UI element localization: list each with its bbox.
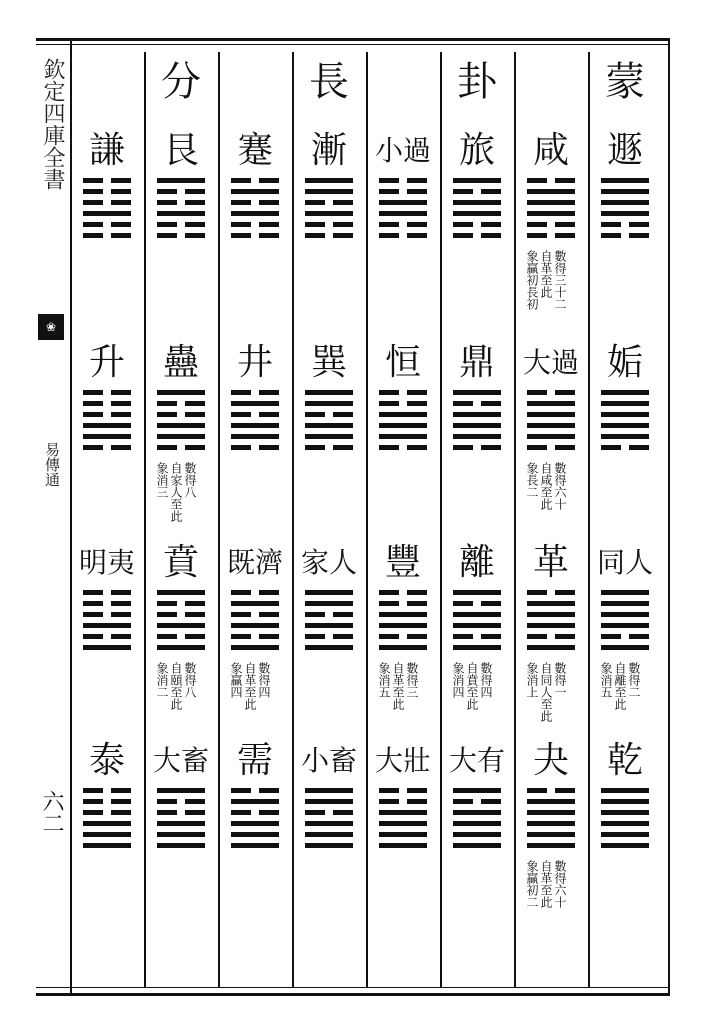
top-border-inner <box>36 44 670 45</box>
annotation-line: 數得三 <box>405 662 419 698</box>
annotation <box>600 662 640 710</box>
yin-line <box>453 601 501 606</box>
yin-line <box>157 189 205 194</box>
yang-line <box>157 821 205 826</box>
yang-line <box>157 178 205 183</box>
annotation-line: 自咸至此 <box>539 462 553 510</box>
yang-line <box>379 423 427 428</box>
yin-line <box>83 601 131 606</box>
column-divider <box>366 52 368 988</box>
yin-line <box>379 590 427 595</box>
yin-line <box>83 590 131 595</box>
yin-line <box>83 200 131 205</box>
annotation <box>526 662 566 722</box>
hexagram-column <box>368 52 438 994</box>
yang-line <box>231 799 279 804</box>
yang-line <box>305 423 353 428</box>
yang-line <box>231 843 279 848</box>
yin-line <box>83 401 131 406</box>
yin-line <box>83 445 131 450</box>
hexagram-name: 同人 <box>596 546 653 579</box>
hexagram-name: 明夷 <box>78 546 135 579</box>
yang-line <box>453 788 501 793</box>
top-border <box>36 38 670 41</box>
hexagram-name: 乾 <box>606 740 643 781</box>
yang-line <box>305 590 353 595</box>
yang-line <box>601 434 649 439</box>
annotation <box>156 662 196 710</box>
annotation-line: 象贏初二 <box>525 860 539 908</box>
yang-line <box>601 623 649 628</box>
yang-line <box>527 799 575 804</box>
yin-line <box>527 445 575 450</box>
yang-line <box>453 832 501 837</box>
yang-line <box>601 200 649 205</box>
yang-line <box>453 423 501 428</box>
annotation <box>526 462 566 510</box>
yang-line <box>305 645 353 650</box>
yang-line <box>527 623 575 628</box>
yin-line <box>305 612 353 617</box>
hexagram-name: 升 <box>88 342 125 383</box>
annotation-line: 數得六十 <box>553 462 567 510</box>
yin-line <box>157 810 205 815</box>
annotation-line: 數得八 <box>183 462 197 498</box>
yin-line <box>453 222 501 227</box>
yin-line <box>157 222 205 227</box>
yin-line <box>527 178 575 183</box>
yang-line <box>305 401 353 406</box>
yin-line <box>231 233 279 238</box>
hexagram-name: 漸 <box>310 130 347 171</box>
yin-line <box>83 612 131 617</box>
yin-line <box>231 612 279 617</box>
yang-line <box>83 832 131 837</box>
hexagram-name: 夬 <box>532 740 569 781</box>
yang-line <box>305 832 353 837</box>
hexagram-name: 豐 <box>384 542 421 583</box>
yang-line <box>601 423 649 428</box>
hexagram-column <box>442 52 512 994</box>
annotation-line: 象贏初長初 <box>525 250 539 310</box>
yin-line <box>527 222 575 227</box>
yin-line <box>379 601 427 606</box>
book-title: 欽定四庫全書 <box>40 58 65 190</box>
hexagram-name: 艮 <box>162 130 199 171</box>
column-divider <box>440 52 442 988</box>
annotation-line: 自賁至此 <box>465 662 479 710</box>
hexagram-name: 遯 <box>606 130 643 171</box>
yang-line <box>305 189 353 194</box>
column-divider <box>292 52 294 988</box>
yang-line <box>527 821 575 826</box>
yang-line <box>157 832 205 837</box>
yang-line <box>453 623 501 628</box>
yin-line <box>231 788 279 793</box>
yang-line <box>379 211 427 216</box>
hexagram-name: 既濟 <box>226 546 283 579</box>
hexagram-name: 旅 <box>458 130 495 171</box>
hexagram-name: 井 <box>236 342 273 383</box>
section-title: 易傳通 <box>43 442 61 487</box>
yin-line <box>527 233 575 238</box>
yin-line <box>453 189 501 194</box>
annotation <box>526 250 566 310</box>
yang-line <box>379 623 427 628</box>
yin-line <box>231 634 279 639</box>
annotation-line: 象消二 <box>155 662 169 698</box>
column-header: 蒙 <box>605 59 645 105</box>
hexagram-name: 需 <box>236 740 273 781</box>
hexagram-name: 小過 <box>374 134 431 167</box>
yang-line <box>157 390 205 395</box>
yin-line <box>305 233 353 238</box>
yang-line <box>83 423 131 428</box>
hexagram-name: 謙 <box>88 130 125 171</box>
yang-line <box>231 601 279 606</box>
yang-line <box>83 623 131 628</box>
yang-line <box>157 434 205 439</box>
yin-line <box>305 200 353 205</box>
yang-line <box>527 200 575 205</box>
yang-line <box>453 412 501 417</box>
yin-line <box>231 412 279 417</box>
annotation-line: 象消五 <box>377 662 391 698</box>
yang-line <box>305 601 353 606</box>
column-divider <box>70 52 72 988</box>
yin-line <box>83 788 131 793</box>
annotation-line: 數得二 <box>627 662 641 698</box>
yin-line <box>231 222 279 227</box>
annotation <box>378 662 418 710</box>
yin-line <box>157 445 205 450</box>
yang-line <box>83 843 131 848</box>
hexagram-name: 離 <box>458 542 495 583</box>
hexagram-name: 姤 <box>606 342 643 383</box>
annotation-line: 數得一 <box>553 662 567 698</box>
yang-line <box>379 832 427 837</box>
yang-line <box>601 832 649 837</box>
yin-line <box>83 222 131 227</box>
yang-line <box>157 788 205 793</box>
annotation-line: 自革至此 <box>243 662 257 710</box>
yang-line <box>305 211 353 216</box>
annotation-line: 自頤至此 <box>169 662 183 710</box>
yang-line <box>83 434 131 439</box>
annotation-line: 數得四 <box>257 662 271 698</box>
annotation-line: 自家人至此 <box>169 462 183 522</box>
yin-line <box>305 634 353 639</box>
yin-line <box>231 810 279 815</box>
yin-line <box>453 233 501 238</box>
yang-line <box>601 412 649 417</box>
yin-line <box>305 222 353 227</box>
yin-line <box>305 445 353 450</box>
yin-line <box>157 612 205 617</box>
yang-line <box>601 390 649 395</box>
yang-line <box>305 434 353 439</box>
yang-line <box>453 843 501 848</box>
yang-line <box>601 211 649 216</box>
yang-line <box>157 843 205 848</box>
yang-line <box>379 843 427 848</box>
yang-line <box>527 601 575 606</box>
yang-line <box>601 178 649 183</box>
yang-line <box>305 390 353 395</box>
annotation-line: 數得六十 <box>553 860 567 908</box>
hexagram-column <box>294 52 364 994</box>
yin-line <box>527 590 575 595</box>
hexagram-name: 大有 <box>448 744 505 777</box>
yin-line <box>231 590 279 595</box>
column-divider <box>514 52 516 988</box>
yin-line <box>527 788 575 793</box>
hexagram-name: 大壯 <box>374 744 431 777</box>
yang-line <box>601 601 649 606</box>
yin-line <box>83 189 131 194</box>
yang-line <box>305 799 353 804</box>
seal-icon: ❀ <box>38 314 64 340</box>
yin-line <box>83 810 131 815</box>
annotation <box>526 860 566 908</box>
yang-line <box>231 401 279 406</box>
yin-line <box>453 445 501 450</box>
yang-line <box>157 590 205 595</box>
yang-line <box>305 788 353 793</box>
annotation-line: 自革至此 <box>539 860 553 908</box>
hexagram-name: 蠱 <box>162 342 199 383</box>
yang-line <box>305 843 353 848</box>
yang-line <box>231 189 279 194</box>
yin-line <box>83 634 131 639</box>
column-divider <box>218 52 220 988</box>
yang-line <box>379 645 427 650</box>
yin-line <box>601 233 649 238</box>
yang-line <box>601 788 649 793</box>
yang-line <box>527 189 575 194</box>
yin-line <box>157 799 205 804</box>
yang-line <box>601 612 649 617</box>
annotation-line: 象消四 <box>451 662 465 698</box>
yang-line <box>527 810 575 815</box>
hexagram-name: 巽 <box>310 342 347 383</box>
yang-line <box>527 832 575 837</box>
yang-line <box>231 423 279 428</box>
yang-line <box>231 434 279 439</box>
annotation-line: 自同人至此 <box>539 662 553 722</box>
yang-line <box>527 843 575 848</box>
hexagram-name: 革 <box>532 542 569 583</box>
hexagram-column <box>516 52 586 994</box>
yang-line <box>453 434 501 439</box>
yin-line <box>83 799 131 804</box>
yang-line <box>157 645 205 650</box>
yang-line <box>231 821 279 826</box>
yang-line <box>453 178 501 183</box>
yin-line <box>231 445 279 450</box>
hexagram-column <box>220 52 290 994</box>
hexagram-name: 泰 <box>88 740 125 781</box>
yang-line <box>601 590 649 595</box>
yang-line <box>453 390 501 395</box>
hexagram-column <box>72 52 142 994</box>
yang-line <box>453 645 501 650</box>
yang-line <box>379 810 427 815</box>
yin-line <box>379 189 427 194</box>
yang-line <box>453 590 501 595</box>
yin-line <box>83 178 131 183</box>
yin-line <box>157 412 205 417</box>
yin-line <box>453 634 501 639</box>
hexagram-name: 大過 <box>522 346 579 379</box>
annotation <box>156 462 196 522</box>
hexagram-name: 大畜 <box>152 744 209 777</box>
yang-line <box>601 799 649 804</box>
annotation-line: 自離至此 <box>613 662 627 710</box>
yin-line <box>379 233 427 238</box>
yin-line <box>601 222 649 227</box>
yang-line <box>527 612 575 617</box>
yin-line <box>379 390 427 395</box>
yin-line <box>157 200 205 205</box>
yin-line <box>379 788 427 793</box>
yang-line <box>527 645 575 650</box>
yang-line <box>453 211 501 216</box>
yin-line <box>379 445 427 450</box>
yang-line <box>453 821 501 826</box>
yang-line <box>379 200 427 205</box>
hexagram-name: 咸 <box>532 130 569 171</box>
annotation <box>230 662 270 710</box>
yang-line <box>601 645 649 650</box>
hexagram-column <box>146 52 216 994</box>
yang-line <box>157 211 205 216</box>
yang-line <box>231 832 279 837</box>
annotation-line: 象長二 <box>525 462 539 498</box>
yang-line <box>231 645 279 650</box>
yin-line <box>305 412 353 417</box>
annotation-line: 象消上 <box>525 662 539 698</box>
yin-line <box>231 178 279 183</box>
yin-line <box>379 222 427 227</box>
yang-line <box>601 189 649 194</box>
column-header: 分 <box>161 59 201 105</box>
yin-line <box>379 401 427 406</box>
yin-line <box>305 810 353 815</box>
yin-line <box>527 390 575 395</box>
yang-line <box>379 821 427 826</box>
yin-line <box>527 634 575 639</box>
yang-line <box>379 412 427 417</box>
annotation <box>452 662 492 710</box>
column-header: 長 <box>309 59 349 105</box>
right-border <box>668 38 670 996</box>
yin-line <box>157 634 205 639</box>
hexagram-name: 鼎 <box>458 342 495 383</box>
annotation-line: 自革至此 <box>539 250 553 298</box>
yang-line <box>527 412 575 417</box>
yang-line <box>601 843 649 848</box>
annotation-line: 數得三十二 <box>553 250 567 310</box>
yin-line <box>601 634 649 639</box>
yang-line <box>453 200 501 205</box>
yin-line <box>157 601 205 606</box>
yang-line <box>305 623 353 628</box>
yang-line <box>305 821 353 826</box>
yang-line <box>231 623 279 628</box>
yang-line <box>601 810 649 815</box>
yang-line <box>379 612 427 617</box>
hexagram-name: 小畜 <box>300 744 357 777</box>
yang-line <box>83 211 131 216</box>
annotation-line: 數得八 <box>183 662 197 698</box>
yin-line <box>83 412 131 417</box>
yin-line <box>453 799 501 804</box>
yin-line <box>83 390 131 395</box>
column-divider <box>588 52 590 988</box>
hexagram-name: 蹇 <box>236 130 273 171</box>
hexagram-column <box>590 52 660 994</box>
annotation-line: 自革至此 <box>391 662 405 710</box>
yang-line <box>453 612 501 617</box>
yang-line <box>83 821 131 826</box>
annotation-line: 象消三 <box>155 462 169 498</box>
yin-line <box>379 634 427 639</box>
yin-line <box>157 233 205 238</box>
yang-line <box>527 434 575 439</box>
yang-line <box>157 423 205 428</box>
yang-line <box>379 434 427 439</box>
yang-line <box>157 623 205 628</box>
column-header: 卦 <box>457 59 497 105</box>
yin-line <box>231 200 279 205</box>
yang-line <box>601 821 649 826</box>
annotation-line: 象贏四 <box>229 662 243 698</box>
yin-line <box>601 445 649 450</box>
annotation-line: 數得四 <box>479 662 493 698</box>
column-divider <box>144 52 146 988</box>
yin-line <box>231 390 279 395</box>
yin-line <box>453 401 501 406</box>
yang-line <box>231 211 279 216</box>
yang-line <box>601 401 649 406</box>
page-number: 六二 <box>39 790 64 834</box>
yin-line <box>379 799 427 804</box>
yin-line <box>379 178 427 183</box>
yang-line <box>305 178 353 183</box>
annotation-line: 象消五 <box>599 662 613 698</box>
yang-line <box>527 211 575 216</box>
hexagram-name: 賁 <box>162 542 199 583</box>
hexagram-name: 家人 <box>300 546 357 579</box>
yin-line <box>83 233 131 238</box>
yang-line <box>83 645 131 650</box>
yang-line <box>527 401 575 406</box>
hexagram-name: 恒 <box>384 342 421 383</box>
yang-line <box>527 423 575 428</box>
yin-line <box>157 401 205 406</box>
yang-line <box>453 810 501 815</box>
